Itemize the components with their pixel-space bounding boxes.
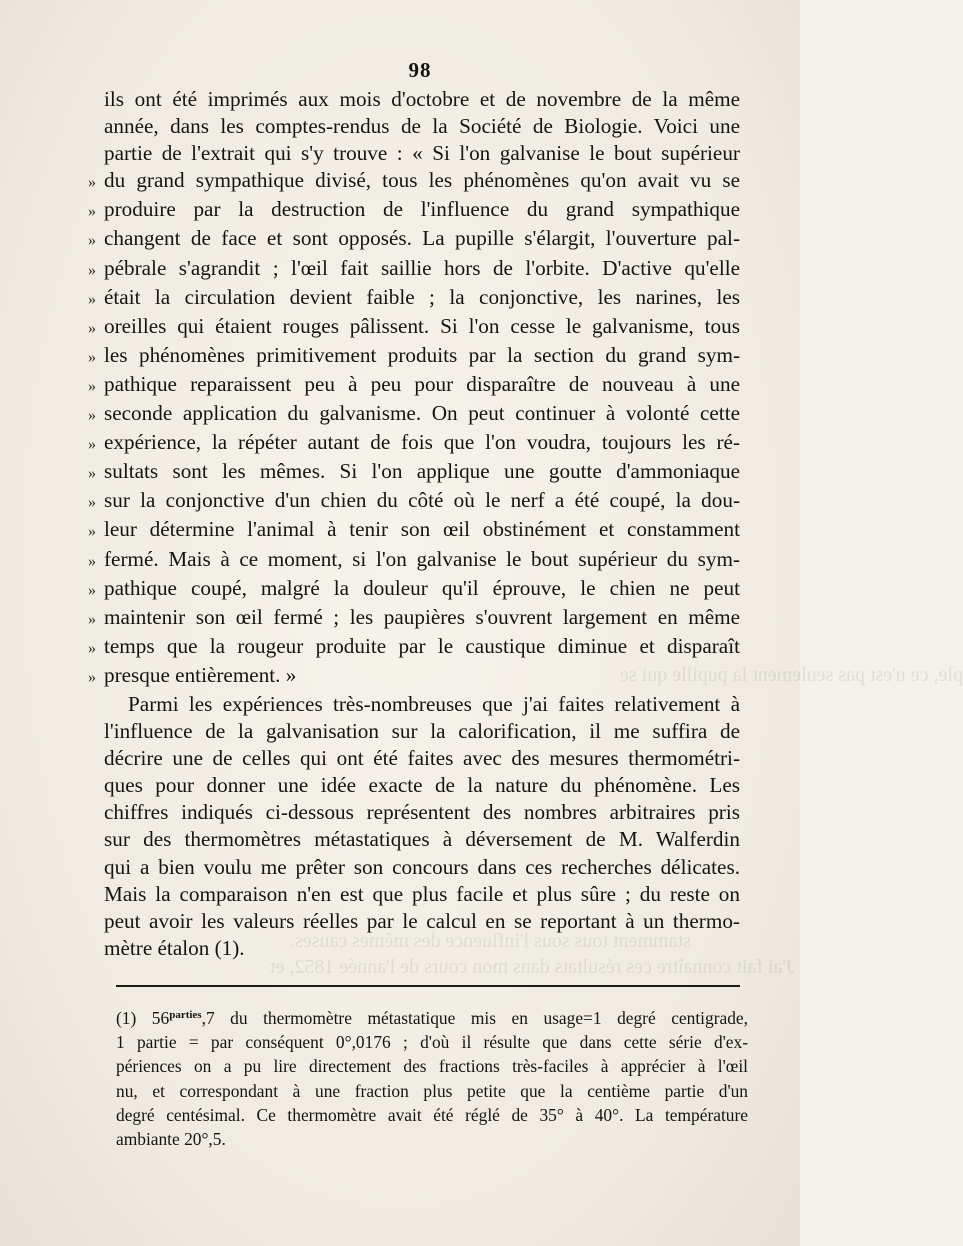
footnote-line: 1 partie = par conséquent 0°,0176 ; d'où il résulte que dans cette série d'ex- [116,1032,748,1053]
quote-mark: » [88,465,96,483]
body-line [88,546,740,575]
quote-mark: » [88,668,96,686]
body-line [104,86,740,113]
body-line [104,826,740,853]
footnote-line: périences on a pu lire directement des fractions très-faciles à apprécier à l'œil [116,1056,748,1077]
show-through-2: stamment tous sous l'influence des mêmes causes. [290,930,691,952]
page-number: 98 [408,58,432,82]
body-line-text: pébrale s'agrandit ; l'œil fait saillie hors de l'orbite. D'active qu'elle [104,255,740,280]
footnote [116,1003,748,1151]
body-line-text: pathique reparaissent peu à peu pour disparaître de nouveau à une [104,371,740,396]
quote-mark: » [88,290,96,308]
show-through-3: J'ai fait connaître ces résultats dans mon cours de l'année 1852, et [270,956,794,978]
quote-mark: » [88,436,96,454]
body-line-text: seconde application du galvanisme. On peut continuer à volonté cette [104,401,740,426]
footnote-line: nu, et correspondant à une fraction plus petite que la centième partie d'un [116,1080,748,1101]
body-line-text: était la circulation devient faible ; la conjonctive, les narines, les [104,284,740,309]
body-line [88,400,740,429]
body-line [104,718,740,745]
body-line [88,487,740,516]
body-line [88,313,740,342]
quote-mark: » [88,348,96,366]
quote-mark: » [88,232,96,250]
body-line-text: sur des thermomètres métastatiques à déversement de M. Walferdin [104,827,740,852]
body-line [88,458,740,487]
body-line-text: Mais la comparaison n'en est que plus facile et plus sûre ; du reste on [104,881,740,906]
body-line [88,516,740,545]
body-line-text: Parmi les expériences très-nombreuses que j'ai faites relativement à [128,691,740,716]
quote-mark: » [88,523,96,541]
quote-mark: » [88,377,96,395]
body-line-text: oreilles qui étaient rouges pâlissent. Si l'on cesse le galvanisme, tous [104,313,740,338]
footnote-line: degré centésimal. Ce thermomètre avait été réglé de 35° à 40°. La température [116,1104,748,1125]
body-line [88,371,740,400]
quote-mark: » [88,407,96,425]
body-line [104,908,740,935]
body-line-text: leur détermine l'animal à tenir son œil obstinément et constamment [104,517,740,542]
body-line-text: année, dans les comptes-rendus de la Société de Biologie. Voici une [104,114,740,139]
body-line-text: sultats sont les mêmes. Si l'on applique une goutte d'ammoniaque [104,459,740,484]
quote-mark: » [88,639,96,657]
body-line-text: décrire une de celles qui ont été faites avec des mesures thermométri- [104,746,740,771]
body-line [104,799,740,826]
quote-mark: » [88,174,96,192]
body-line [104,140,740,167]
quote-mark: » [88,610,96,628]
body-line [104,113,740,140]
quote-mark: » [88,319,96,337]
body-line [88,633,740,662]
body-line [88,342,740,371]
body-line [88,284,740,313]
body-line-text: mètre étalon (1). [104,935,245,960]
body-line [88,225,740,254]
quote-mark: » [88,552,96,570]
footnote-line: ambiante 20°,5. [116,1129,226,1150]
body-line-text: partie de l'extrait qui s'y trouve : « Si l'on galvanise le bout supérieur [104,141,740,166]
footnote-superscript: parties [169,1009,202,1021]
body-line-text: l'influence de la galvanisation sur la calorification, il me suffira de [104,719,740,744]
body-line-text: maintenir son œil fermé ; les paupières s'ouvrent largement en même [104,604,740,629]
body-line [88,167,740,196]
body-line [88,429,740,458]
body-line-text: temps que la rougeur produite par le caustique diminue et disparaît [104,633,740,658]
body-line [88,196,740,225]
body-line-text: changent de face et sont opposés. La pupille s'élargit, l'ouverture pal- [104,226,740,251]
footnote-line1-rest: ,7 du thermomètre métastatique mis en usage=1 degré centigrade, [201,1008,748,1028]
quote-mark: » [88,261,96,279]
body-line-text: produire par la destruction de l'influence du grand sympathique [104,197,740,222]
body-line [104,881,740,908]
main-text [88,86,740,962]
body-line-text: chiffres indiqués ci-dessous représentent des nombres arbitraires pris [104,800,740,825]
body-line [88,604,740,633]
quote-mark: » [88,203,96,221]
body-line-text: pathique coupé, malgré la douleur qu'il éprouve, le chien ne peut [104,575,740,600]
body-line-text: fermé. Mais à ce moment, si l'on galvanise le bout supérieur du sym- [104,546,740,571]
body-line [104,691,740,718]
body-line-text: expérience, la répéter autant de fois que l'on voudra, toujours les ré- [104,430,740,455]
body-line-text: peut avoir les valeurs réelles par le calcul en se reportant à un thermo- [104,908,740,933]
body-line-text: qui a bien voulu me prêter son concours dans ces recherches délicates. [104,854,740,879]
show-through-1: ple, ce n'est pas seulement la pupille qui se [620,664,963,686]
body-line [104,772,740,799]
body-line [88,575,740,604]
body-line [88,662,740,691]
quote-mark: » [88,494,96,512]
body-line-text: les phénomènes primitivement produits par la section du grand sym- [104,342,740,367]
body-line-text: ils ont été imprimés aux mois d'octobre et de novembre de la même [104,87,740,111]
quote-mark: » [88,581,96,599]
body-line-text: du grand sympathique divisé, tous les phénomènes qu'on avait vu se [104,168,740,193]
body-line [88,255,740,284]
body-line [104,935,740,962]
body-line-text: sur la conjonctive d'un chien du côté où le nerf a été coupé, la dou- [104,488,740,513]
body-line-text: ques pour donner une idée exacte de la nature du phénomène. Les [104,773,740,798]
footnote-marker: (1) 56 [116,1008,170,1028]
body-line [104,854,740,881]
body-line-text: presque entièrement. » [104,662,297,687]
footnote-rule [116,985,740,987]
footnote-line [116,1003,748,1030]
body-line [104,745,740,772]
